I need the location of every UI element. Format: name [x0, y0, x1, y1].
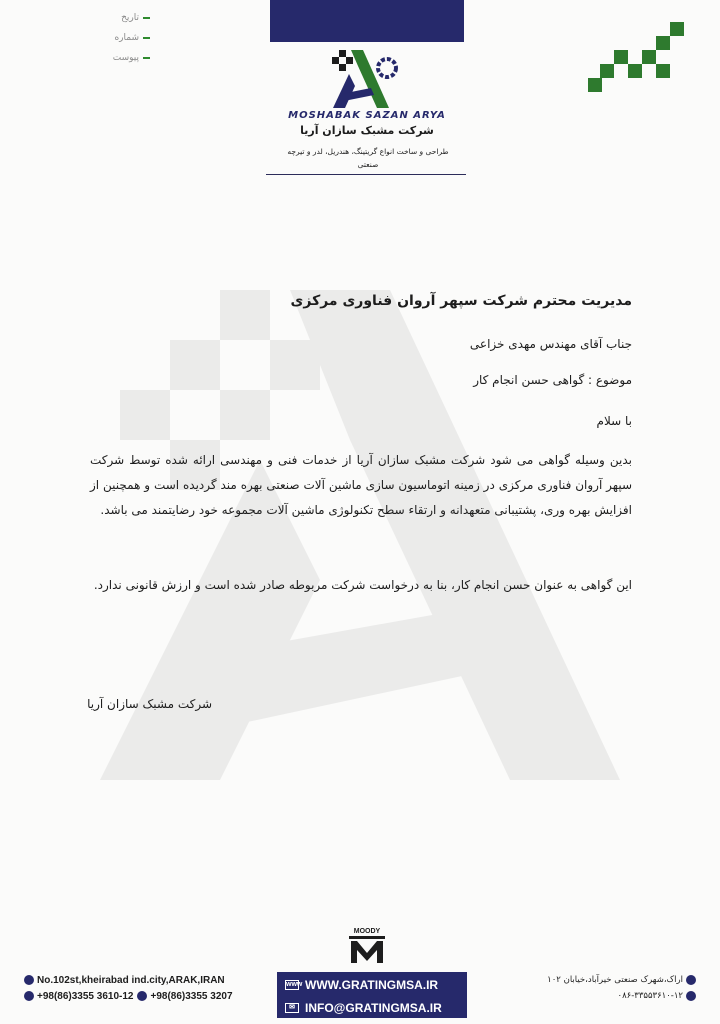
pixel-square: [656, 36, 670, 50]
body-paragraph: بدین وسیله گواهی می شود شرکت مشبک سازان آریا از خدمات فنی و مهندسی ارائه شده توسط شرکت سپهر آروان فناوری مرکزی در زمینه اتوماسیون سازی ماشین آلات صنعتی بهره مند گردیده است و همچنین از افزایش بهره وری، پشتیبانی متعهدانه و ارتقاء سطح تکنولوژی ماشین آلات مجموعه خود رضایتمند می باشد.: [90, 453, 632, 517]
footer-phone-2: +98(86)3355 3207: [150, 990, 233, 1002]
footer-email-row[interactable]: [277, 997, 467, 1018]
subject-line: موضوع : گواهی حسن انجام کار: [473, 373, 632, 387]
meta-label-date: تاریخ: [121, 13, 139, 23]
meta-label-number: شماره: [114, 33, 139, 43]
watermark-logo-icon: [60, 280, 620, 800]
meta-dash: [143, 37, 150, 39]
footer-address-fa-row: [496, 972, 696, 988]
footer-phone-fa-row: [496, 988, 696, 1004]
location-pin-icon: [686, 975, 696, 985]
footer-web-block: [277, 972, 467, 1018]
footer-phone-fa: ۰۸۶-۳۳۵۵۳۶۱۰-۱۲: [617, 991, 683, 1001]
meta-row-date: [60, 8, 150, 28]
meta-fields: [60, 8, 150, 68]
pixel-square: [656, 64, 670, 78]
footer-address-fa: اراک،شهرک صنعتی خیرآباد،خیابان ۱۰۲: [547, 975, 683, 985]
footer-address-row: [24, 972, 233, 988]
meta-label-attachment: پیوست: [112, 53, 139, 63]
footer-email[interactable]: INFO@GRATINGMSA.IR: [305, 1000, 442, 1015]
company-tagline: طراحی و ساخت انواع گریتینگ، هندریل، لدر و تیرچه صنعتی: [287, 147, 449, 169]
moody-certification-logo: [345, 925, 389, 967]
pixel-square: [614, 50, 628, 64]
globe-icon: www: [286, 980, 303, 988]
footer-phone-row: [24, 988, 233, 1004]
header-bar: [270, 0, 464, 42]
brand-name-persian: شرکت مشبک سازان آریا: [300, 124, 434, 137]
signature-line: شرکت مشبک سازان آریا: [87, 697, 212, 711]
footer-website[interactable]: WWW.GRATINGMSA.IR: [305, 977, 439, 992]
pixel-square: [642, 50, 656, 64]
footer-address-en: No.102st,kheirabad ind.city,ARAK,IRAN: [37, 974, 225, 986]
header-divider: [266, 174, 466, 175]
meta-row-attachment: [60, 48, 150, 68]
phone-icon: [686, 991, 696, 1001]
location-pin-icon: [24, 975, 34, 985]
recipient-person: جناب آقای مهندس مهدی خزاعی: [469, 337, 632, 351]
company-logo-icon: [325, 48, 405, 110]
greeting: با سلام: [596, 414, 632, 428]
disclaimer-paragraph: این گواهی به عنوان حسن انجام کار، بنا به درخواست شرکت مربوطه صادر شده است و ارزش قانونی ندارد.: [93, 578, 632, 592]
meta-dash: [143, 57, 150, 59]
footer-contact-fa: [496, 972, 696, 1004]
phone-icon: [24, 991, 34, 1001]
moody-label: MOODY: [353, 928, 381, 935]
footer-website-row[interactable]: [277, 974, 467, 995]
meta-dash: [143, 17, 150, 19]
footer-contact-en: [24, 972, 233, 1004]
recipient-line: مدیریت محترم شرکت سپهر آروان فناوری مرکزی: [290, 293, 632, 309]
fax-icon: [137, 991, 147, 1001]
pixel-square: [670, 22, 684, 36]
pixel-square: [588, 78, 602, 92]
pixel-square: [600, 64, 614, 78]
brand-name-latin: MOSHABAK SAZAN ARYA: [288, 110, 446, 121]
pixel-square: [628, 64, 642, 78]
envelope-icon: ✉: [285, 1003, 299, 1013]
footer-phone-1: +98(86)3355 3610-12: [37, 990, 134, 1002]
meta-row-number: [60, 28, 150, 48]
